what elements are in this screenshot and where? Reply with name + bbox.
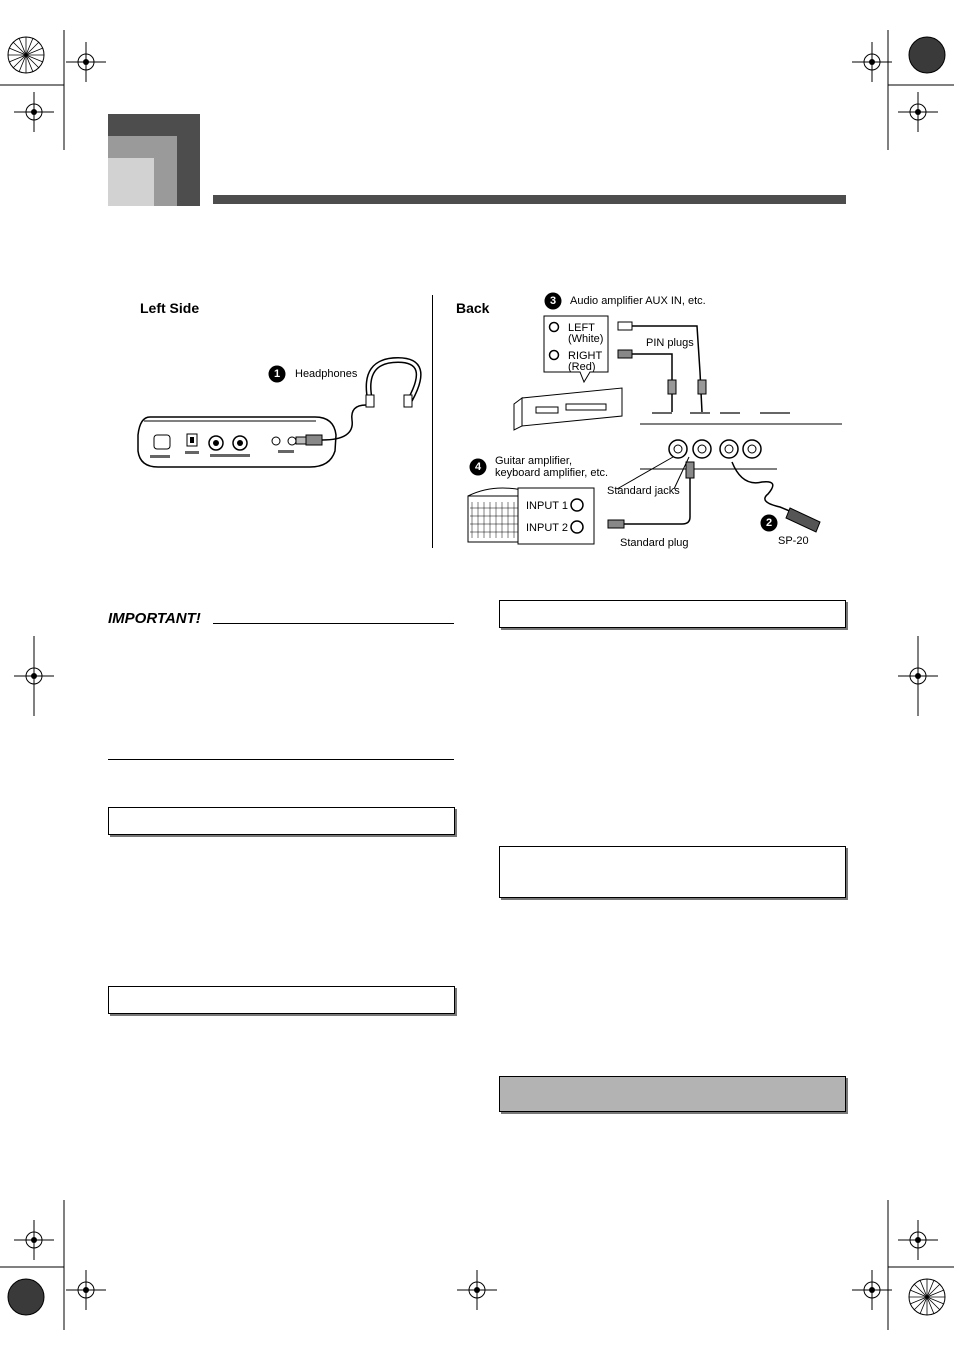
back-heading: Back — [456, 300, 490, 316]
important-heading: IMPORTANT! — [108, 610, 201, 627]
audio-amplifier-label: Audio amplifier AUX IN, etc. — [570, 295, 706, 307]
headphones-label: Headphones — [295, 368, 358, 380]
pin-plugs-label: PIN plugs — [646, 337, 694, 349]
left-side-heading: Left Side — [140, 300, 200, 316]
important-top-rule — [213, 623, 454, 624]
input1-label: INPUT 1 — [526, 500, 568, 512]
input2-label: INPUT 2 — [526, 522, 568, 534]
header-rule — [213, 195, 846, 204]
callout-2-number: 2 — [765, 517, 773, 529]
important-bottom-rule — [108, 759, 454, 760]
left-channel-color: (White) — [568, 333, 604, 345]
diagram-divider — [432, 295, 433, 548]
callout-4-number: 4 — [474, 461, 482, 473]
section-box-left-2 — [108, 986, 455, 1014]
section-box-left-1 — [108, 807, 455, 835]
guitar-amp-label-line2: keyboard amplifier, etc. — [495, 467, 609, 479]
left-side-diagram — [130, 355, 430, 545]
left-channel-label: LEFT — [568, 322, 595, 334]
standard-jacks-label: Standard jacks — [607, 485, 680, 497]
right-channel-color: (Red) — [568, 361, 596, 373]
guitar-amp-label-line1: Guitar amplifier, — [495, 455, 573, 467]
section-box-right-3 — [499, 1076, 846, 1112]
section-box-right-1 — [499, 600, 846, 628]
chapter-tab-graphic — [108, 114, 200, 206]
callout-1-number: 1 — [273, 368, 281, 380]
standard-plug-label: Standard plug — [620, 537, 689, 549]
right-channel-label: RIGHT — [568, 350, 603, 362]
callout-3-number: 3 — [549, 295, 557, 307]
section-box-right-2 — [499, 846, 846, 898]
pedal-model-label: SP-20 — [778, 535, 809, 547]
